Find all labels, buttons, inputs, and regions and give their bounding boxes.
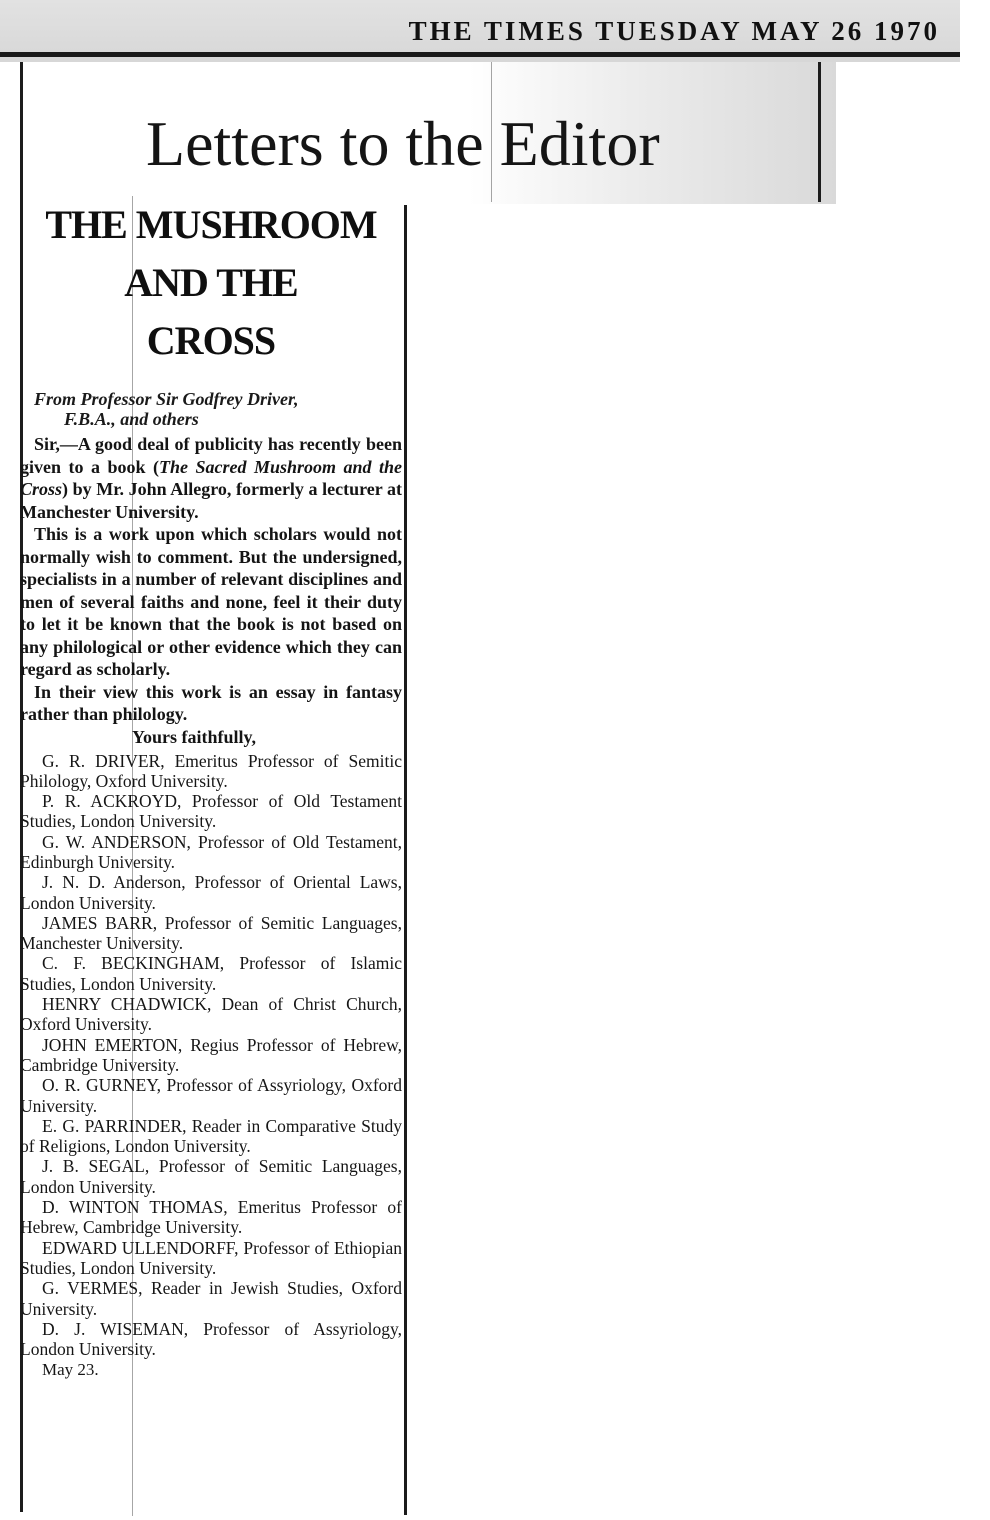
headline-line: CROSS [146,318,276,363]
letter-date: May 23. [42,1360,99,1380]
signatory: J. B. SEGAL, Professor of Semitic Languages, London University. [20,1156,402,1197]
signatory: E. G. PARRINDER, Reader in Comparative Study of Religions, London University. [20,1115,402,1157]
letter-column [20,196,402,1380]
signatory: G. R. DRIVER, Emeritus Professor of Semitic Philology, Oxford University. [20,750,402,791]
signatory: G. W. ANDERSON, Professor of Old Testament, Edinburgh University. [20,831,402,872]
signatory: EDWARD ULLENDORFF, Professor of Ethiopian Studies, London University. [20,1237,402,1278]
headline-line: AND THE [124,260,298,305]
byline [20,389,402,429]
masthead: THE TIMES TUESDAY MAY 26 1970 [408,16,940,46]
signatory: D. J. WISEMAN, Professor of Assyriology, London University. [20,1318,402,1360]
letter-body [20,433,402,726]
signatory: O. R. GURNEY, Professor of Assyriology, Oxford University. [20,1075,402,1116]
letter-paragraph [20,433,402,523]
signatory: JOHN EMERTON, Regius Professor of Hebrew, Cambridge University. [20,1034,402,1075]
byline-line: F.B.A., and others [64,409,199,429]
signatory: HENRY CHADWICK, Dean of Christ Church, Oxford University. [20,994,402,1035]
signatory: P. R. ACKROYD, Professor of Old Testament Studies, London University. [20,791,402,832]
signatory-list [20,751,402,1360]
letter-text: ) by Mr. John Allegro, formerly a lecturer at Manchester University. [20,479,402,522]
byline-line: From Professor Sir Godfrey Driver, [34,389,299,409]
closing: Yours faithfully, [132,726,257,747]
right-border-line [818,62,821,202]
headline-line: THE MUSHROOM [45,202,377,247]
signatory: J. N. D. Anderson, Professor of Oriental Laws, London University. [20,872,402,913]
signatory: G. VERMES, Reader in Jewish Studies, Oxford University. [20,1278,402,1319]
signatory: JAMES BARR, Professor of Semitic Languages, Manchester University. [20,912,402,954]
letter-paragraph: This is a work upon which scholars would not normally wish to comment. But the undersigned, specialists in a number of relevant disciplines and men of several faiths and none, feel it their duty to let it be known that the book is not based on any philological or other evidence which they can regard as scholarly. [20,524,402,679]
signatory: D. WINTON THOMAS, Emeritus Professor of Hebrew, Cambridge University. [20,1197,402,1238]
letter-text: Sir,—A good deal of publicity has recently been given to a book ( [20,434,402,477]
signatory: C. F. BECKINGHAM, Professor of Islamic Studies, London University. [20,953,402,994]
letter-paragraph: In their view this work is an essay in fantasy rather than philology. [20,681,402,724]
column-rule [404,205,407,1515]
section-heading: Letters to the Editor [146,108,660,179]
book-title: The Sacred Mushroom and the Cross [20,456,402,499]
headline [20,196,402,370]
masthead-rule [0,52,960,57]
